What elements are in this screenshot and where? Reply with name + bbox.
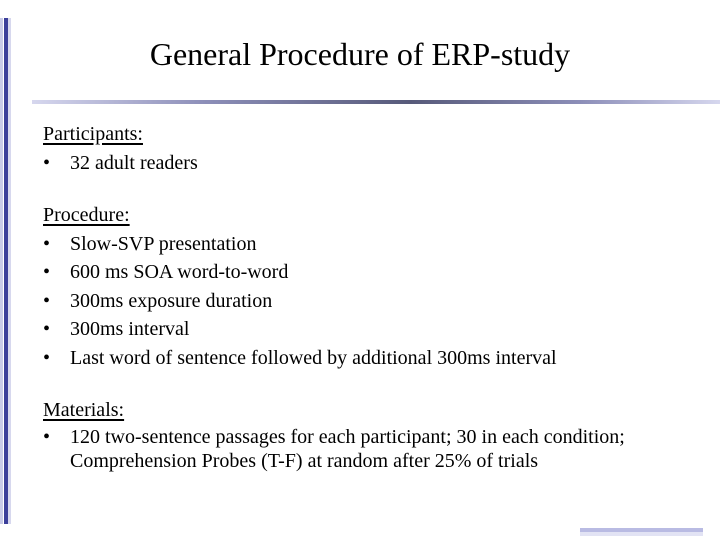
- section-heading: Procedure:: [43, 204, 130, 226]
- list-item: [43, 258, 693, 287]
- list-item-text: Last word of sentence followed by additional 300ms interval: [70, 346, 557, 369]
- list-item-text: 120 two-sentence passages for each participant; 30 in each condition; Comprehension Probes (T-F) at random after 25% of trials: [70, 425, 625, 472]
- list-item: [43, 149, 693, 178]
- list-item-text: Slow-SVP presentation: [70, 232, 257, 255]
- list-item: [43, 344, 693, 373]
- section-procedure: [43, 201, 693, 372]
- left-decorative-bar: [0, 18, 11, 524]
- list-item: [43, 230, 693, 259]
- list-item-text: 300ms exposure duration: [70, 289, 273, 312]
- list-item-text: 300ms interval: [70, 318, 190, 340]
- list-item-text: 600 ms SOA word-to-word: [70, 261, 289, 283]
- corner-decorative-bar: [580, 528, 703, 536]
- slide-title: General Procedure of ERP-study: [149, 36, 571, 72]
- bullet-icon: •: [43, 425, 51, 448]
- bullet-icon: •: [43, 261, 51, 283]
- section-heading: Materials:: [43, 399, 125, 421]
- bullet-list: [43, 230, 693, 373]
- list-item: [43, 425, 693, 474]
- bullet-list: [43, 425, 693, 474]
- section-participants: [43, 120, 693, 177]
- bullet-icon: •: [43, 318, 51, 340]
- list-item: [43, 287, 693, 316]
- bullet-icon: •: [43, 346, 51, 369]
- bullet-icon: •: [43, 151, 51, 174]
- section-heading: Participants:: [43, 123, 143, 145]
- bullet-icon: •: [43, 232, 51, 255]
- bullet-list: [43, 149, 693, 178]
- bullet-icon: •: [43, 289, 51, 312]
- list-item: [43, 315, 693, 344]
- slide-content: [43, 120, 693, 474]
- list-item-text: 32 adult readers: [70, 151, 198, 174]
- section-materials: [43, 396, 693, 474]
- title-divider: [32, 100, 720, 104]
